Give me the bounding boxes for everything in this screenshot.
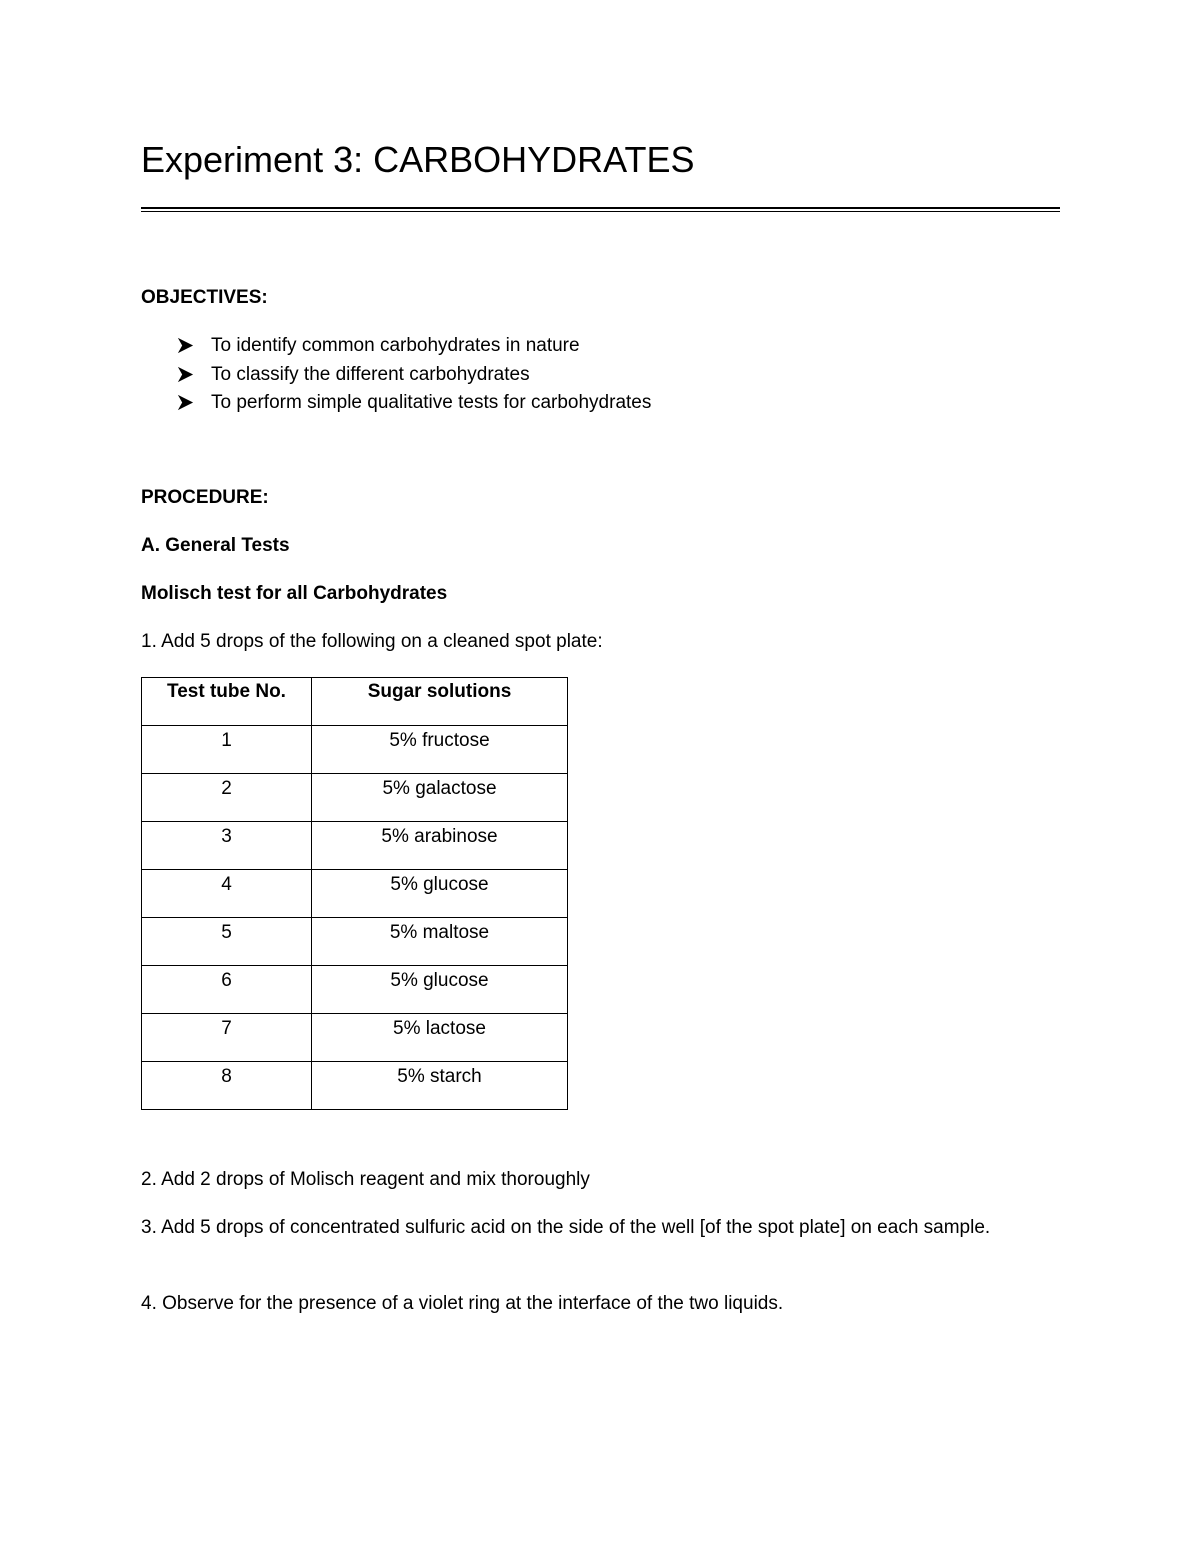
table-row	[142, 774, 568, 822]
column-header-test-tube: Test tube No.	[142, 678, 312, 726]
procedure-step-1: 1. Add 5 drops of the following on a cleaned spot plate:	[141, 631, 603, 652]
table-header-row	[142, 678, 568, 726]
sugar-solution-cell: 5% arabinose	[312, 822, 568, 870]
table-row	[142, 822, 568, 870]
molisch-test-subheading: Molisch test for all Carbohydrates	[141, 583, 448, 604]
test-tube-number-cell: 8	[142, 1062, 312, 1110]
sugar-solutions-table	[141, 677, 568, 1110]
objectives-list	[141, 333, 651, 419]
title-double-rule	[141, 207, 1060, 212]
arrowhead-bullet-icon	[176, 365, 195, 384]
objectives-heading: OBJECTIVES:	[141, 287, 268, 308]
arrowhead-bullet-icon	[176, 336, 195, 355]
objective-text: To identify common carbohydrates in nature	[211, 335, 580, 356]
procedure-step-3: 3. Add 5 drops of concentrated sulfuric acid on the side of the well [of the spot plate] on each sample.	[141, 1217, 991, 1238]
procedure-heading: PROCEDURE:	[141, 487, 269, 508]
column-header-sugar-solutions: Sugar solutions	[312, 678, 568, 726]
sugar-solution-cell: 5% fructose	[312, 726, 568, 774]
objective-item	[141, 333, 651, 362]
test-tube-number-cell: 7	[142, 1014, 312, 1062]
procedure-step-4: 4. Observe for the presence of a violet ring at the interface of the two liquids.	[141, 1293, 784, 1314]
table-row	[142, 966, 568, 1014]
objective-item	[141, 362, 651, 391]
sugar-solution-cell: 5% maltose	[312, 918, 568, 966]
sugar-solution-cell: 5% lactose	[312, 1014, 568, 1062]
table-row	[142, 1062, 568, 1110]
sugar-solution-cell: 5% galactose	[312, 774, 568, 822]
table-row	[142, 1014, 568, 1062]
test-tube-number-cell: 2	[142, 774, 312, 822]
page-title: Experiment 3: CARBOHYDRATES	[141, 139, 695, 180]
sugar-solution-cell: 5% glucose	[312, 870, 568, 918]
section-a-heading: A. General Tests	[141, 535, 290, 556]
test-tube-number-cell: 1	[142, 726, 312, 774]
test-tube-number-cell: 6	[142, 966, 312, 1014]
sugar-solution-cell: 5% starch	[312, 1062, 568, 1110]
table-row	[142, 870, 568, 918]
sugar-solution-cell: 5% glucose	[312, 966, 568, 1014]
procedure-step-2: 2. Add 2 drops of Molisch reagent and mix thoroughly	[141, 1169, 590, 1190]
table-row	[142, 918, 568, 966]
objective-text: To classify the different carbohydrates	[211, 363, 530, 385]
objective-item	[141, 390, 651, 419]
table-row	[142, 726, 568, 774]
objective-text: To perform simple qualitative tests for carbohydrates	[211, 392, 652, 413]
test-tube-number-cell: 4	[142, 870, 312, 918]
test-tube-number-cell: 5	[142, 918, 312, 966]
test-tube-number-cell: 3	[142, 822, 312, 870]
arrowhead-bullet-icon	[176, 393, 195, 412]
